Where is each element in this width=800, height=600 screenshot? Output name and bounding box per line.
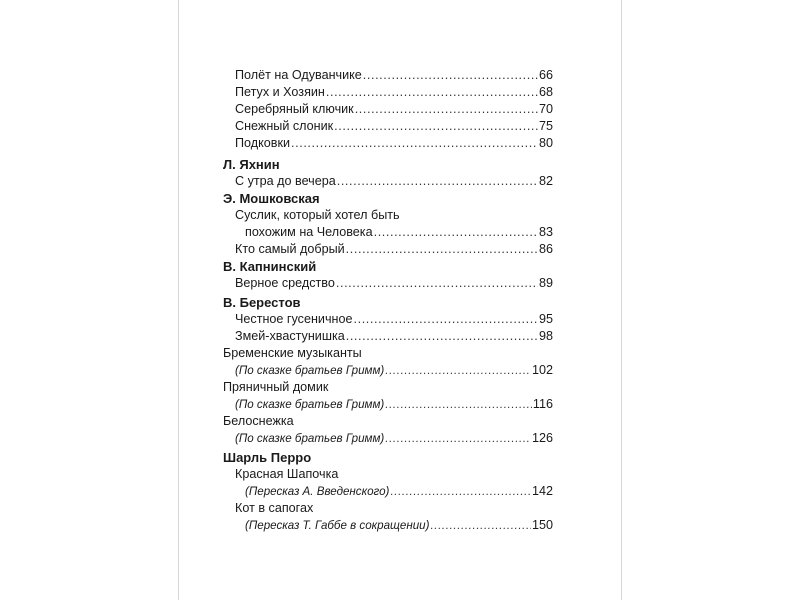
toc-line: Бременские музыканты [223, 346, 362, 360]
toc-author: Л. Яхнин [223, 157, 280, 172]
toc-entry [235, 84, 553, 101]
dot-leader [385, 362, 531, 379]
toc-author: Шарль Перро [223, 450, 312, 465]
toc-entry-title: Змей-хвастунишка [235, 329, 345, 343]
toc-entry [235, 430, 553, 447]
toc-line: Суслик, который хотел быть [235, 208, 400, 222]
toc-entry-title: С утра до вечера [235, 174, 336, 188]
toc-entry-title: (По сказке братьев Гримм) [235, 364, 385, 377]
toc-author: В. Капнинский [223, 259, 317, 274]
toc-entry-title: (По сказке братьев Гримм) [235, 432, 385, 445]
toc-line: Кот в сапогах [235, 501, 314, 515]
toc-entry-title: Петух и Хозяин [235, 85, 325, 99]
toc-entry-page: 116 [532, 397, 553, 411]
dot-leader [355, 101, 538, 118]
toc-entry-page: 98 [538, 329, 553, 343]
dot-leader [337, 173, 538, 190]
toc-entry [245, 517, 553, 534]
toc-entry-title: Полёт на Одуванчике [235, 68, 362, 82]
toc-entry-title: Кто самый добрый [235, 242, 345, 256]
toc-entry-title: Снежный слоник [235, 119, 334, 133]
toc-author: В. Берестов [223, 295, 301, 310]
toc-entry-page: 86 [538, 242, 553, 256]
toc-entry-page: 89 [538, 276, 553, 290]
dot-leader [326, 84, 538, 101]
toc-entry-page: 66 [538, 68, 553, 82]
toc-entry [235, 241, 553, 258]
toc-entry [235, 135, 553, 152]
toc-line: Пряничный домик [223, 380, 329, 394]
toc-author: Э. Мошковская [223, 191, 320, 206]
toc-entry [235, 275, 553, 292]
dot-leader [374, 224, 538, 241]
toc-entry-title: похожим на Человека [245, 225, 373, 239]
toc-entry-page: 102 [531, 363, 553, 377]
toc-entry-title: Верное средство [235, 276, 335, 290]
dot-leader [346, 241, 538, 258]
toc-entry-title: Подковки [235, 136, 291, 150]
toc-entry [235, 362, 553, 379]
dot-leader [363, 67, 538, 84]
dot-leader [354, 311, 538, 328]
toc-entry-page: 150 [531, 518, 553, 532]
dot-leader [385, 430, 531, 447]
toc-entry-page: 70 [538, 102, 553, 116]
toc-entry [235, 67, 553, 84]
toc-entry-title: Честное гусеничное [235, 312, 353, 326]
toc-entry-page: 68 [538, 85, 553, 99]
toc-entry-title: Серебряный ключик [235, 102, 354, 116]
dot-leader [336, 275, 538, 292]
toc-line: Красная Шапочка [235, 467, 339, 481]
dot-leader [385, 396, 532, 413]
toc-line: Белоснежка [223, 414, 294, 428]
toc-entry-title: (По сказке братьев Гримм) [235, 398, 385, 411]
dot-leader [291, 135, 538, 152]
toc-entry [235, 118, 553, 135]
toc-entry [235, 328, 553, 345]
toc-entry [245, 224, 553, 241]
toc-entry [235, 396, 553, 413]
toc-entry [235, 311, 553, 328]
toc-entry-page: 95 [538, 312, 553, 326]
dot-leader [430, 517, 531, 534]
toc-entry-page: 82 [538, 174, 553, 188]
toc-entry-page: 80 [538, 136, 553, 150]
toc-entry-title: (Пересказ Т. Габбе в сокращении) [245, 519, 430, 532]
toc-entry-page: 75 [538, 119, 553, 133]
toc-entry [235, 101, 553, 118]
toc-entry-page: 142 [531, 484, 553, 498]
toc-entry-page: 126 [531, 431, 553, 445]
dot-leader [390, 483, 531, 500]
toc-entry [235, 173, 553, 190]
toc-entry-page: 83 [538, 225, 553, 239]
dot-leader [334, 118, 538, 135]
toc-entry [245, 483, 553, 500]
dot-leader [346, 328, 538, 345]
toc-entry-title: (Пересказ А. Введенского) [245, 485, 390, 498]
